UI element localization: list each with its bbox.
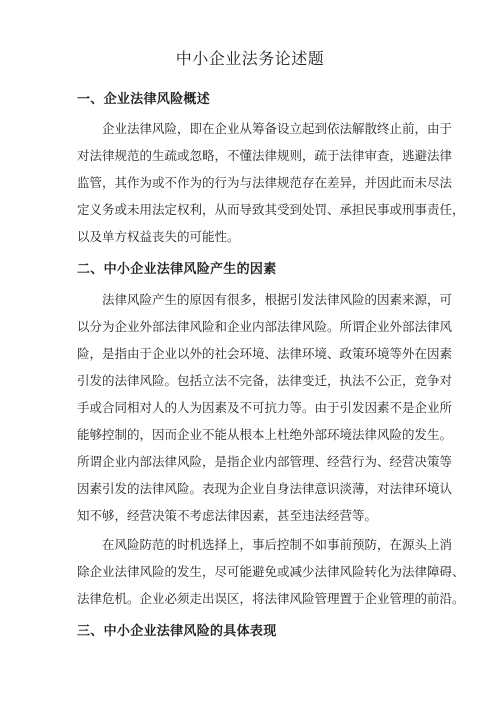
section-heading-1: 一、企业法律风险概述 <box>77 92 211 107</box>
section-heading-2: 二、中小企业法律风险产生的因素 <box>77 262 277 277</box>
paragraph-line: 以分为企业外部法律风险和企业内部法律风险。所谓企业外部法律风 <box>77 319 453 334</box>
paragraph-line: 定义务或未用法定权利，从而导致其受到处罚、承担民事或刑事责任， <box>77 202 465 217</box>
paragraph-line: 所谓企业内部法律风险，是指企业内部管理、经营行为、经营决策等 <box>77 454 453 469</box>
paragraph-line: 在风险防范的时机选择上，事后控制不如事前预防，在源头上消 <box>77 537 453 552</box>
paragraph-line: 因素引发的法律风险。表现为企业自身法律意识淡薄，对法律环境认 <box>77 481 453 496</box>
paragraph-line: 以及单方权益丧失的可能性。 <box>77 229 240 244</box>
paragraph-line: 险，是指由于企业以外的社会环境、法律环境、政策环境等外在因素 <box>77 346 453 361</box>
paragraph-line: 法律危机。企业必须走出误区，将法律风险管理置于企业管理的前沿。 <box>77 591 465 606</box>
paragraph-line: 能够控制的，因而企业不能从根本上杜绝外部环境法律风险的发生。 <box>77 427 453 442</box>
paragraph-line: 企业法律风险，即在企业从筹备设立起到依法解散终止前，由于 <box>77 121 453 136</box>
paragraph-line: 监管，其作为或不作为的行为与法律规范存在差异，并因此而未尽法 <box>77 175 453 190</box>
paragraph-line: 对法律规范的生疏或忽略，不懂法律规则，疏于法律审查，逃避法律 <box>77 148 453 163</box>
paragraph-line: 知不够，经营决策不考虑法律因素，甚至违法经营等。 <box>77 508 378 523</box>
paragraph-line: 手或合同相对人的人为因素及不可抗力等。由于引发因素不是企业所 <box>77 400 453 415</box>
paragraph-line: 除企业法律风险的发生，尽可能避免或减少法律风险转化为法律障碍、 <box>77 564 465 579</box>
paragraph-line: 法律风险产生的原因有很多，根据引发法律风险的因素来源，可 <box>77 292 453 307</box>
document-title: 中小企业法务论述题 <box>175 49 325 68</box>
section-heading-3: 三、中小企业法律风险的具体表现 <box>77 624 277 639</box>
paragraph-line: 引发的法律风险。包括立法不完备，法律变迁，执法不公正，竞争对 <box>77 373 453 388</box>
